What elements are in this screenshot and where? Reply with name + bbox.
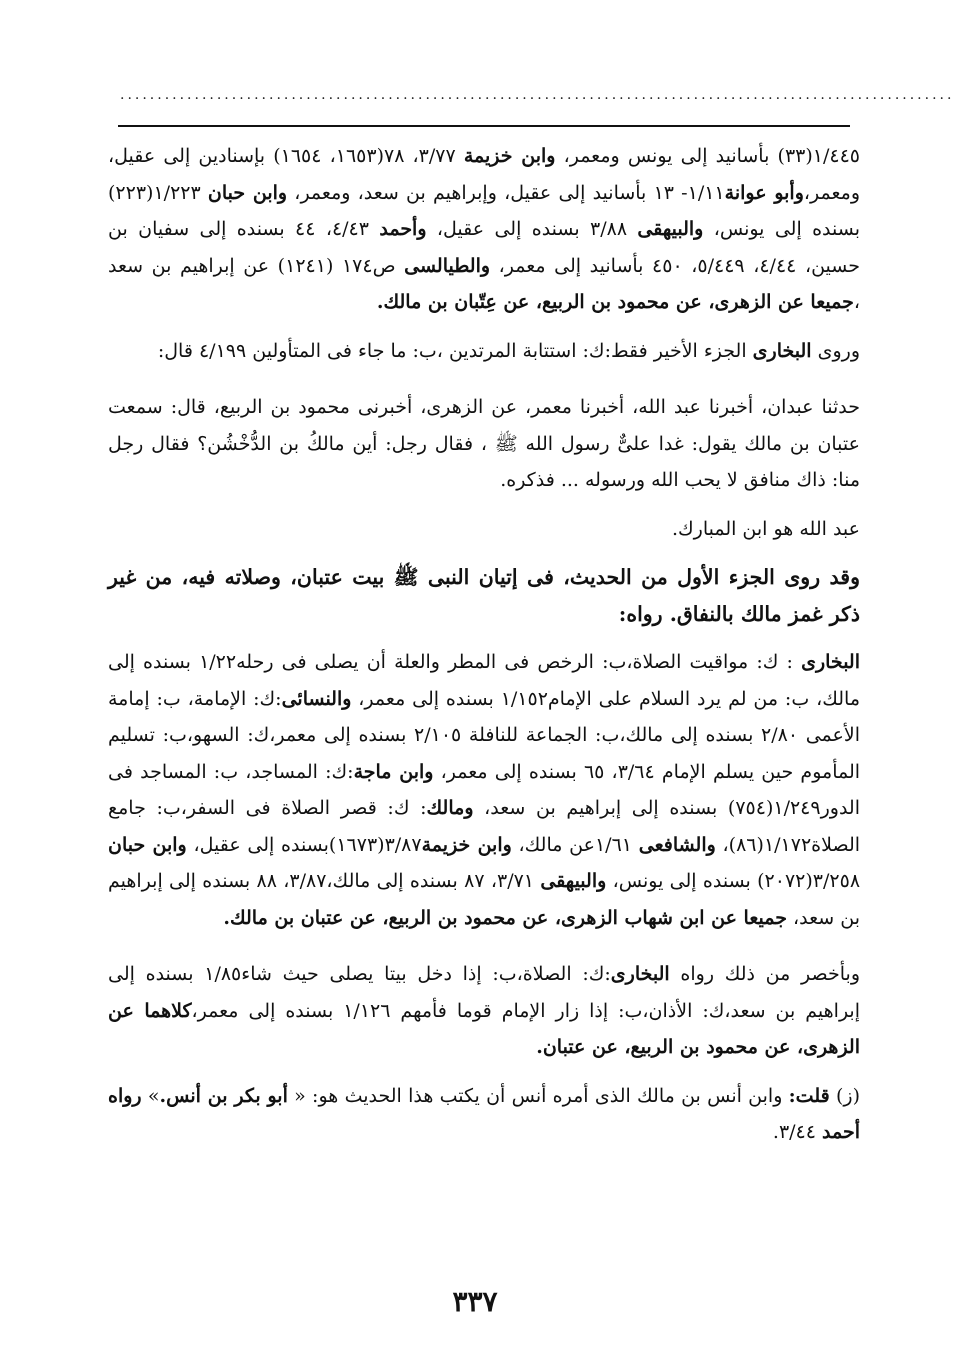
isnad-summary: جميعا عن الزهرى، عن محمود بن الربيع، عن عِتّبان بن مالك. (376, 291, 854, 313)
header-rule (118, 125, 850, 127)
source-name: البخارى (752, 339, 812, 362)
paragraph-takhrij-2 (108, 644, 860, 936)
text-span: ٤/٤٣، ٤٤ بسنده إلى سفيان بن حسين، ٤/٤٤، ٥/٤٤٩، ٤٥٠ بأسانيد إلى معمر، (108, 218, 860, 277)
text-span: الجزء الأخير فقط:ك: استتابة المرتدين ،ب: ما جاء فى المتأولين ٤/١٩٩ قال: (157, 339, 753, 362)
source-name: والطيالسى (404, 254, 491, 277)
source-name: البخارى (801, 651, 860, 673)
paragraph-takhrij-1 (108, 138, 860, 321)
text-span: ٣/٨٧(١٦٧٣)بسنده إلى عقيل، (186, 833, 422, 856)
source-name: وأحمد (379, 218, 427, 240)
paragraph-comment (108, 1078, 860, 1151)
text-span: ١/٤٤٥(٣٣) بأسانيد إلى يونس ومعمر، (555, 145, 861, 167)
text-span: ٣/٧١، ٨٧ بسنده إلى مالك،٣/٨٧، ٨٨ بسنده إلى إبراهيم بن سعد، (108, 870, 860, 929)
text-span: ٣/٢٥٨(٢٠٧٢) بسنده إلى يونس، (606, 870, 861, 892)
text-span: (ز) (829, 1084, 860, 1107)
text-span: وروى (811, 339, 860, 362)
isnad-summary: جميعا عن ابن شهاب الزهرى، عن محمود بن الربيع، عن عتبان بن مالك. (223, 906, 787, 929)
text-span: ص١٧٤ (١٢٤١) عن إبراهيم بن سعد ، (108, 254, 860, 313)
source-name: وابن حبان (207, 181, 288, 204)
source-name: وأبو عوانة (724, 181, 804, 204)
text-span: ٣/٤٤. (772, 1121, 823, 1143)
text-span: وابن أنس بن مالك الذى أمره أنس أن يكتب هذا الحديث هو: « (287, 1084, 789, 1107)
source-name: والشافعى (638, 833, 716, 856)
text-span: ١/١١- ١٣ بأسانيد إلى عقيل، وإبراهيم بن سعد، ومعمر، (287, 181, 725, 204)
text-span: :ك: الإمامة، ب: إمامة الأعمى ٢/٨٠ بسنده إلى مالك،ب: الجماعة للنافلة ٢/١٠٥ بسنده إلى معمر،ك: السهو،ب: تسليم المأموم حين يسلم الإمام ٣/٦٤، ٦٥ بسنده إلى معمر، (108, 687, 861, 783)
isnad-summary: كلاهما عن الزهرى، عن محمود بن الربيع، عن عتبان. (108, 999, 860, 1058)
text-span: ٣/٨٨ بسنده إلى عقيل، (426, 218, 638, 240)
source-name: ومالك (426, 797, 474, 819)
source-name: رواه أحمد (108, 1084, 860, 1143)
text-span: : ك: قصر الصلاة فى السفر،ب: جامع الصلاة١/١٧٢(٨٦)، (108, 797, 861, 856)
text-span: ٣/٧٧، ٧٨(١٦٥٣، ١٦٥٤) بإسنادين إلى عقيل، ومعمر، (108, 145, 861, 204)
text-span: :ك: الصلاة،ب: إذا دخل بيتا يصلى حيث شاء١/٨٥ بسنده إلى إبراهيم بن سعد،ك: الأذان،ب: إذا زار الإمام قوما فأمهم ١/١٢٦ بسنده إلى معمر، (108, 963, 861, 1022)
paragraph-note: عبد الله هو ابن المبارك. (671, 517, 860, 540)
source-name: والنسائى (281, 687, 352, 710)
text-span: :ك: المساجد، ب: المساجد فى الدور١/٢٤٩(٧٥٤) بسنده إلى إبراهيم بن سعد، (108, 760, 860, 819)
source-name: وابن خزيمة (463, 145, 556, 167)
page-number: ٣٣٧ (452, 1285, 498, 1318)
source-name: والبيهقى (540, 870, 607, 892)
paragraph-takhrij-3 (108, 956, 860, 1066)
source-name: وابن خزيمة (421, 833, 512, 856)
paragraph-hadith-text: حدثنا عبدان، أخبرنا عبد الله، أخبرنا معمر، عن الزهرى، أخبرنى محمود بن الربيع، قال: سمعت عتبان بن مالك يقول: غدا علىٌّ رسول الله ﷺ ، فقال رجل: أين مالكُ بن الدُّخْشُن؟ فقال رجل منا: ذاك منافق لا يحب الله ورسوله ... فذكره. (108, 396, 860, 491)
narrator-name: أبو بكر بن أنس. (159, 1084, 288, 1107)
comment-label: قلت: (788, 1084, 830, 1107)
text-span: : ك: مواقيت الصلاة،ب: الرخص فى المطر والعلة أن يصلى فى رحله١/٢٢ بسنده إلى مالك، ب: من لم يرد السلام على الإمام١/١٥٢ بسنده إلى معمر، (108, 651, 860, 710)
source-name: البخارى (610, 963, 670, 985)
source-name: والبيهقى (637, 218, 704, 240)
source-name: وابن ماجة (353, 760, 434, 783)
page-body (108, 138, 860, 1151)
text-span: ١/٢٢٣(٢٢٣) بسنده إلى يونس، (108, 181, 860, 240)
text-span: ١/٦١عن مالك، (511, 833, 639, 856)
text-span: وبأخصر من ذلك رواه (669, 963, 860, 985)
paragraph-bukhari-note (108, 333, 860, 370)
header-dotted-line: ................................................................................................................ (120, 87, 954, 103)
text-span: » (141, 1084, 160, 1107)
source-name: وابن حبان (108, 833, 187, 856)
paragraph-heading: وقد روى الجزء الأول من الحديث، فى إتيان النبى ﷺ بيت عتبان، وصلاته فيه، من غير ذكر غمز مالك بالنفاق. رواه: (108, 565, 860, 626)
